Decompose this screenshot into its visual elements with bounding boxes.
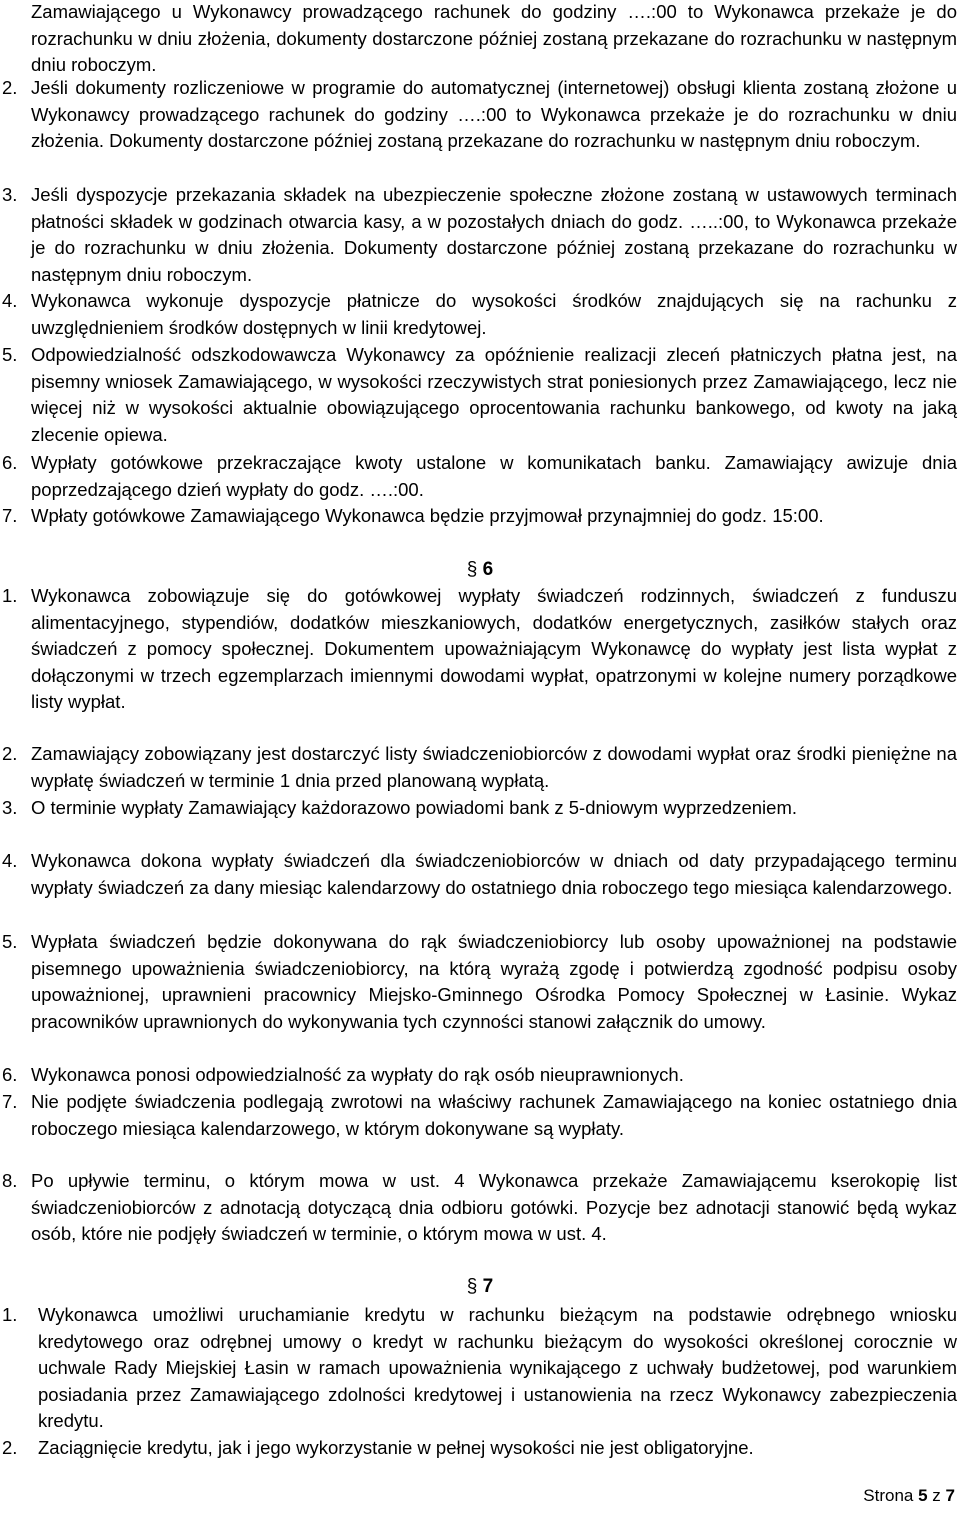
item-text: Wykonawca umożliwi uruchamianie kredytu w rachunku bieżącym na podstawie odrębnego wniosku kredytowego oraz odrębnej umowy o kredyt w rachunku bieżącym do wysokości określonej corocznie w uchwale Rady Miejskiej Łasin w ramach upoważnienia wynikającego z uchwały budżetowej, pod warunkiem posiadania przez Zamawiającego zdolności kredytowej i ustanowienia na rzecz Wykonawcy zabezpieczenia kredytu. [38, 1304, 957, 1431]
section-6-heading [0, 557, 960, 583]
item-text: Wykonawca wykonuje dyspozycje płatnicze do wysokości środków znajdujących się na rachunku z uwzględnieniem środków dostępnych w linii kredytowej. [31, 290, 957, 338]
current-page-number: 5 [918, 1486, 928, 1505]
item-text: Jeśli dyspozycje przekazania składek na ubezpieczenie społeczne złożone zostaną w ustawowych terminach płatności składek w godzinach otwarcia kasy, a w pozostałych dniach do godz. …..:00, to Wykonawca przekaże je do rozrachunku w dniu złożenia. Dokumenty dostarczone później zostaną przekazane do rozrachunku w następnym dniu roboczym. [31, 184, 957, 285]
item-text: Nie podjęte świadczenia podlegają zwrotowi na właściwy rachunek Zamawiającego na koniec ostatniego dnia roboczego miesiąca kalendarzowego, w którym dokonywane są wypłaty. [31, 1091, 957, 1139]
item-text: Jeśli dokumenty rozliczeniowe w programie do automatycznej (internetowej) obsługi klienta zostaną złożone u Wykonawcy prowadzącego rachunek do godziny ….:00 to Wykonawca przekaże je do rozrachunku w dniu złożenia. Dokumenty dostarczone później zostaną przekazane do rozrachunku w następnym dniu roboczym. [31, 77, 957, 151]
item-number: 6. [2, 1064, 18, 1085]
item-number: 3. [2, 184, 18, 205]
item-number: 7. [2, 505, 18, 526]
total-pages-number: 7 [945, 1486, 955, 1505]
item-text: Wykonawca zobowiązuje się do gotówkowej wypłaty świadczeń rodzinnych, świadczeń z funduszu alimentacyjnego, stypendiów, dodatków mieszkaniowych, dodatków energetycznych, zasiłków stałych oraz świadczeń z pomocy społecznej. Dokumentem upoważniającym Wykonawcę do wypłaty jest lista wypłat z dołączonymi w trzech egzemplarzach imiennymi dowodami wypłat, opatrzonymi w kolejne numery porządkowe listy wypłat. [31, 585, 957, 712]
section-number: 6 [482, 559, 494, 580]
item-text: Wypłata świadczeń będzie dokonywana do rąk świadczeniobiorcy lub osoby upoważnionej na podstawie pisemnego upoważnienia świadczeniobiorcy, na którą wyrażą zgodę i potwierdzą zgodność podpisu osoby upoważnionej, uprawnieni pracownicy Miejsko-Gminnego Ośrodka Pomocy Społecznej w Łasinie. Wykaz pracowników uprawnionych do wykonywania tych czynności stanowi załącznik do umowy. [31, 931, 957, 1032]
item-number: 2. [2, 743, 18, 764]
item-number: 4. [2, 290, 18, 311]
item-number: 1. [2, 1304, 18, 1325]
item-text: Zaciągnięcie kredytu, jak i jego wykorzystanie w pełnej wysokości nie jest obligatoryjne. [38, 1437, 754, 1458]
item-number: 1. [2, 585, 18, 606]
item-text: Zamawiający zobowiązany jest dostarczyć listy świadczeniobiorców z dowodami wypłat oraz środki pieniężne na wypłatę świadczeń w terminie 1 dnia przed planowaną wypłatą. [31, 743, 957, 791]
item-number: 3. [2, 797, 18, 818]
page-footer [863, 1483, 955, 1509]
item-number: 5. [2, 344, 18, 365]
item-text: Odpowiedzialność odszkodowawcza Wykonawcy za opóźnienie realizacji zleceń płatniczych płatna jest, na pisemny wniosek Zamawiającego, w wysokości rzeczywistych strat poniesionych przez Zamawiającego, lecz nie więcej niż w wysokości aktualnie obowiązującego oprocentowania rachunku bankowego, od kwoty na jaką zlecenie opiewa. [31, 344, 957, 445]
section-number: 7 [482, 1276, 494, 1297]
item-text: Po upływie terminu, o którym mowa w ust. 4 Wykonawca przekaże Zamawiającemu kserokopię list świadczeniobiorców z adnotacją dotyczącą dnia odbioru gotówki. Pozycje bez adnotacji stanowić będą wykaz osób, które nie podjęły świadczeń w terminie, o którym mowa w ust. 4. [31, 1170, 957, 1244]
section-sign: § [466, 1276, 478, 1297]
section-sign: § [466, 559, 478, 580]
page-of-label: z [932, 1486, 941, 1505]
item-text: O terminie wypłaty Zamawiający każdorazowo powiadomi bank z 5-dniowym wyprzedzeniem. [31, 797, 797, 818]
item-text: Wykonawca ponosi odpowiedzialność za wypłaty do rąk osób nieuprawnionych. [31, 1064, 684, 1085]
item-number: 7. [2, 1091, 18, 1112]
item-text: Wpłaty gotówkowe Zamawiającego Wykonawca będzie przyjmował przynajmniej do godz. 15:00. [31, 505, 824, 526]
item-number: 6. [2, 452, 18, 473]
intro-paragraph: Zamawiającego u Wykonawcy prowadzącego rachunek do godziny ….:00 to Wykonawca przekaże je do rozrachunku w dniu złożenia, dokumenty dostarczone później zostaną przekazane do rozrachunku w następnym dniu roboczym. [31, 1, 957, 75]
page-label: Strona [863, 1486, 914, 1505]
item-number: 5. [2, 931, 18, 952]
item-text: Wypłaty gotówkowe przekraczające kwoty ustalone w komunikatach banku. Zamawiający awizuje dnia poprzedzającego dzień wypłaty do godz. ….:00. [31, 452, 957, 500]
item-number: 2. [2, 77, 18, 98]
item-number: 2. [2, 1437, 18, 1458]
section-7-heading [0, 1274, 960, 1300]
item-number: 4. [2, 850, 18, 871]
item-text: Wykonawca dokona wypłaty świadczeń dla świadczeniobiorców w dniach od daty przypadającego terminu wypłaty świadczeń za dany miesiąc kalendarzowy do ostatniego dnia roboczego tego miesiąca kalendarzowego. [31, 850, 957, 898]
item-number: 8. [2, 1170, 18, 1191]
